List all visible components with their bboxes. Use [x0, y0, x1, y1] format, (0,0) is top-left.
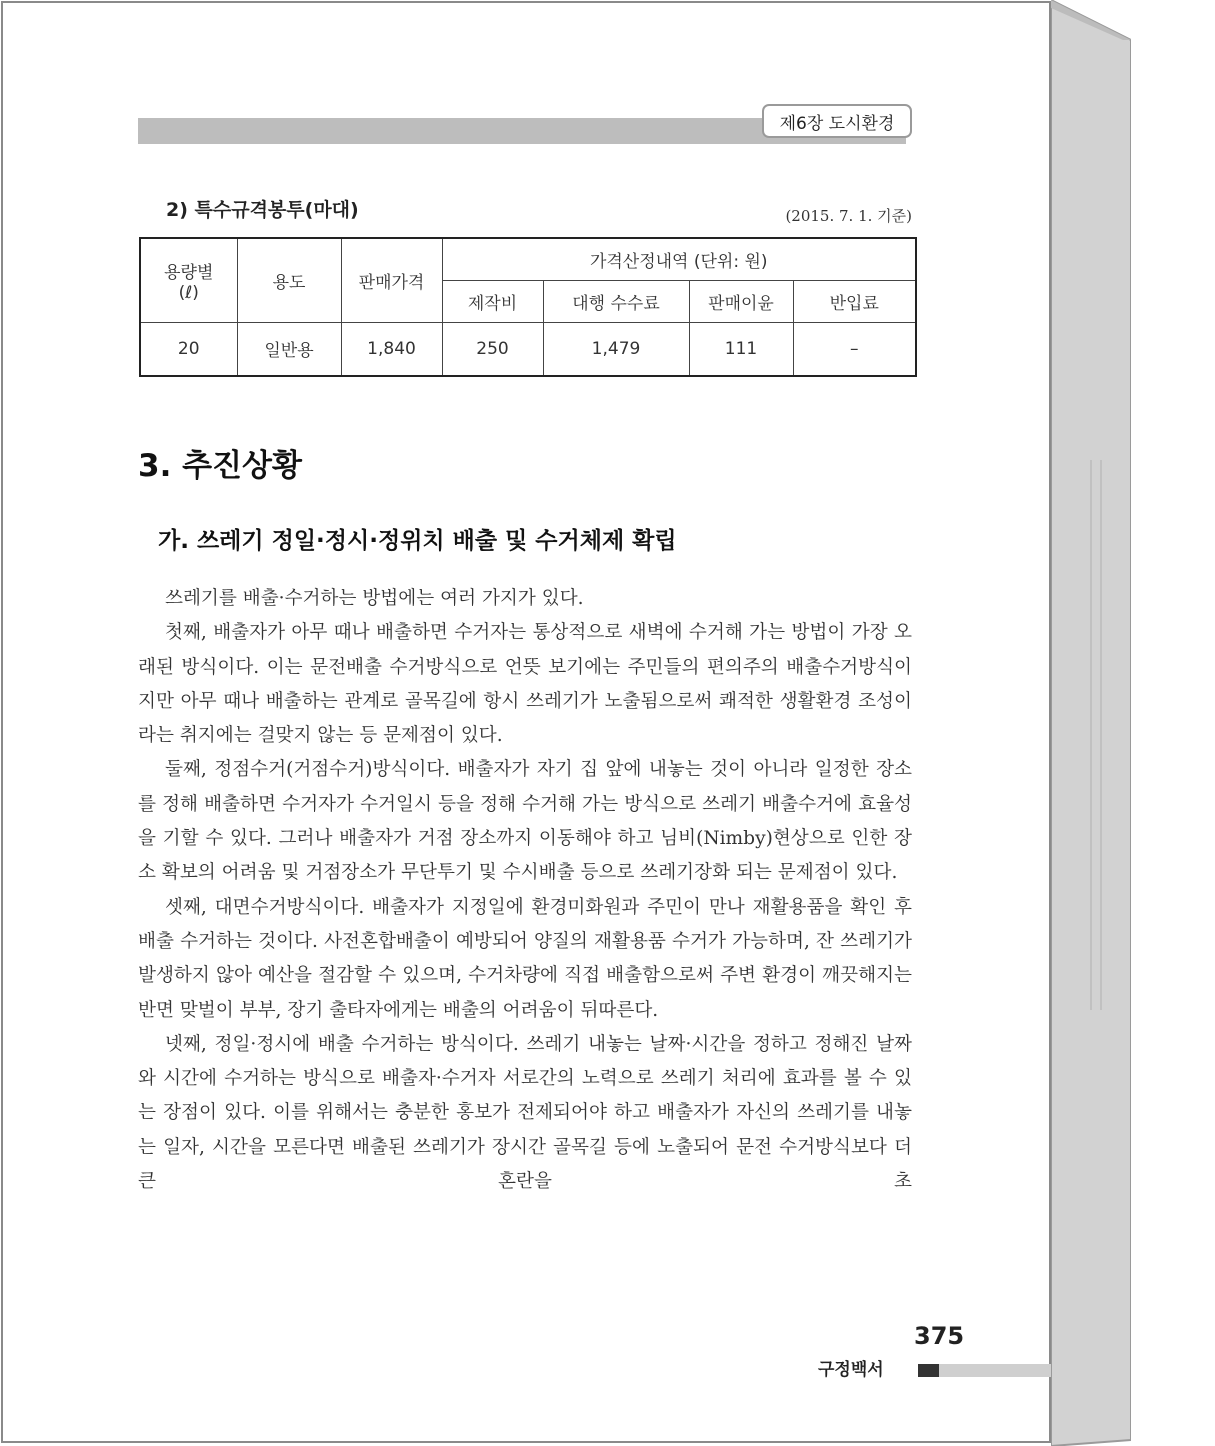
cell-production: 250: [442, 322, 543, 376]
section-title: 3. 추진상황: [138, 448, 302, 484]
cell-import-fee: –: [793, 322, 916, 376]
date-note: (2015. 7. 1. 기준): [785, 207, 912, 225]
book-name: 구정백서: [818, 1360, 884, 1380]
paragraph-third: 셋째, 대면수거방식이다. 배출자가 지정일에 환경미화원과 주민이 만나 재활용품을 확인 후 배출 수거하는 것이다. 사전혼합배출이 예방되어 양질의 재활용품 수거가 가능하며, 잔 쓰레기가 발생하지 않아 예산을 절감할 수 있으며, 수거차량에 직접 배출함으로써 주변 환경이 깨끗해지는 반면 맞벌이 부부, 장기 출타자에게는 배출의 어려움이 뒤따른다.: [138, 896, 912, 1021]
book-edge-pages: [1051, 0, 1131, 1446]
cell-capacity: 20: [140, 322, 237, 376]
price-table: [139, 237, 917, 377]
paragraph-first: 첫째, 배출자가 아무 때나 배출하면 수거자는 통상적으로 새벽에 수거해 가는 방법이 가장 오래된 방식이다. 이는 문전배출 수거방식으로 언뜻 보기에는 주민들의 편의주의 배출수거방식이지만 아무 때나 배출하는 관계로 골목길에 항시 쓰레기가 노출됨으로써 쾌적한 생활환경 조성이라는 취지에는 걸맞지 않는 등 문제점이 있다.: [138, 622, 912, 747]
header-import-fee: 반입료: [793, 280, 916, 322]
header-production: 제작비: [442, 280, 543, 322]
cell-usage: 일반용: [237, 322, 341, 376]
header-profit: 판매이윤: [689, 280, 793, 322]
paragraph-intro: 쓰레기를 배출·수거하는 방법에는 여러 가지가 있다.: [165, 588, 584, 609]
page-number: 375: [914, 1322, 965, 1350]
footer-bar: [939, 1364, 1051, 1377]
header-capacity: 용량별 (ℓ): [140, 238, 237, 322]
subsection-title: 가. 쓰레기 정일·정시·정위치 배출 및 수거체제 확립: [158, 528, 677, 554]
footer-marker: [918, 1364, 939, 1377]
header-usage: 용도: [237, 238, 341, 322]
header-sale-price: 판매가격: [341, 238, 442, 322]
body-text: [138, 582, 912, 1199]
chapter-tab: 제6장 도시환경: [762, 104, 912, 138]
header-agency-fee: 대행 수수료: [543, 280, 689, 322]
table-row: [140, 322, 916, 376]
cell-sale-price: 1,840: [341, 322, 442, 376]
header-breakdown: 가격산정내역 (단위: 원): [442, 238, 916, 280]
paragraph-fourth: 넷째, 정일·정시에 배출 수거하는 방식이다. 쓰레기 내놓는 날짜·시간을 정하고 정해진 날짜와 시간에 수거하는 방식으로 배출자·수거자 서로간의 노력으로 쓰레기 처리에 효과를 볼 수 있는 장점이 있다. 이를 위해서는 충분한 홍보가 전제되어야 하고 배출자가 자신의 쓰레기를 내놓는 일자, 시간을 모른다면 배출된 쓰레기가 장시간 골목길 등에 노출되어 문전 수거방식보다 더 큰 혼란을 초: [138, 1033, 912, 1193]
paragraph-second: 둘째, 정점수거(거점수거)방식이다. 배출자가 자기 집 앞에 내놓는 것이 아니라 일정한 장소를 정해 배출하면 수거자가 수거일시 등을 정해 수거해 가는 방식으로 쓰레기 배출수거에 효율성을 기할 수 있다. 그러나 배출자가 거점 장소까지 이동해야 하고 님비(Nimby)현상으로 인한 장소 확보의 어려움 및 거점장소가 무단투기 및 수시배출 등으로 쓰레기장화 되는 문제점이 있다.: [138, 759, 912, 884]
cell-profit: 111: [689, 322, 793, 376]
cell-agency-fee: 1,479: [543, 322, 689, 376]
table-title: 2) 특수규격봉투(마대): [166, 199, 359, 221]
